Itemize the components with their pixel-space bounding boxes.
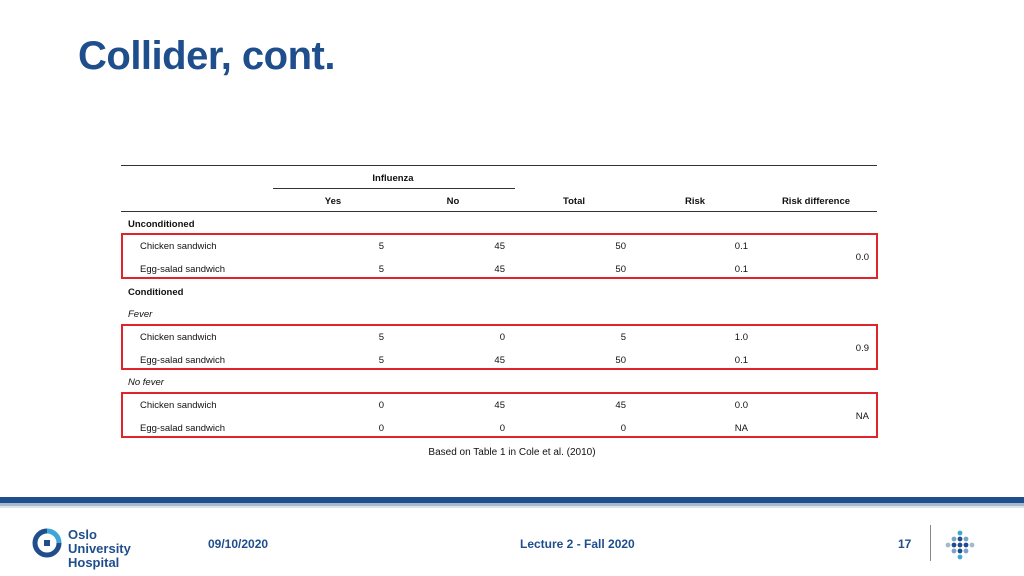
logo-icon (32, 528, 62, 558)
highlight-box-unconditioned (121, 233, 878, 279)
group-header-rule (273, 188, 515, 189)
logo-line-2: University Hospital (68, 541, 131, 570)
group-header-influenza: Influenza (372, 173, 414, 184)
table-top-rule (121, 165, 877, 166)
row-label: Chicken sandwich (140, 241, 217, 252)
cell-no: 45 (494, 241, 505, 252)
footer-lecture: Lecture 2 - Fall 2020 (520, 537, 635, 551)
cell-risk-difference: 0.0 (855, 252, 869, 263)
table-caption: Based on Table 1 in Cole et al. (2010) (428, 447, 596, 458)
cell-no: 45 (494, 264, 505, 275)
cell-total: 50 (615, 241, 626, 252)
page-number: 17 (898, 537, 912, 551)
cell-yes: 5 (378, 241, 384, 252)
cell-total: 0 (620, 423, 626, 434)
cell-total: 45 (615, 400, 626, 411)
footer-divider (930, 525, 931, 561)
cell-yes: 5 (378, 355, 384, 366)
row-label: Egg-salad sandwich (140, 264, 226, 275)
logo-text (68, 528, 182, 570)
cell-no: 0 (499, 332, 505, 343)
cell-risk: 0.1 (734, 355, 748, 366)
header-risk-difference: Risk difference (781, 196, 851, 207)
header-total: Total (563, 196, 585, 207)
section-fever: Fever (128, 309, 153, 320)
header-no: No (446, 196, 460, 207)
cell-risk: 0.1 (734, 264, 748, 275)
row-label: Egg-salad sandwich (140, 355, 226, 366)
cell-yes: 0 (378, 400, 384, 411)
section-no-fever: No fever (128, 377, 164, 388)
slide-title: Collider, cont. (78, 34, 335, 78)
highlight-box-no-fever (121, 392, 878, 438)
row-label: Chicken sandwich (140, 332, 217, 343)
footer-date: 09/10/2020 (208, 537, 269, 551)
footer-band-lighter (0, 506, 1024, 508)
cell-risk: 0.1 (734, 241, 748, 252)
highlight-box-fever (121, 324, 878, 370)
section-conditioned: Conditioned (128, 287, 184, 298)
cell-risk: NA (734, 423, 748, 434)
row-label: Chicken sandwich (140, 400, 217, 411)
header-risk: Risk (684, 196, 706, 207)
cell-no: 0 (499, 423, 505, 434)
row-label: Egg-salad sandwich (140, 423, 226, 434)
cell-no: 45 (494, 400, 505, 411)
cell-total: 50 (615, 355, 626, 366)
cell-yes: 0 (378, 423, 384, 434)
cell-yes: 5 (378, 264, 384, 275)
cell-risk-difference: NA (855, 411, 869, 422)
cell-no: 45 (494, 355, 505, 366)
dots-icon (945, 530, 975, 560)
cell-yes: 5 (378, 332, 384, 343)
cell-risk: 1.0 (734, 332, 748, 343)
header-bottom-rule (121, 211, 877, 212)
cell-risk: 0.0 (734, 400, 748, 411)
cell-total: 5 (620, 332, 626, 343)
logo-line-1: Oslo (68, 527, 97, 542)
section-unconditioned: Unconditioned (128, 219, 195, 230)
cell-total: 50 (615, 264, 626, 275)
cell-risk-difference: 0.9 (855, 343, 869, 354)
hospital-logo (32, 527, 182, 570)
header-yes: Yes (324, 196, 342, 207)
